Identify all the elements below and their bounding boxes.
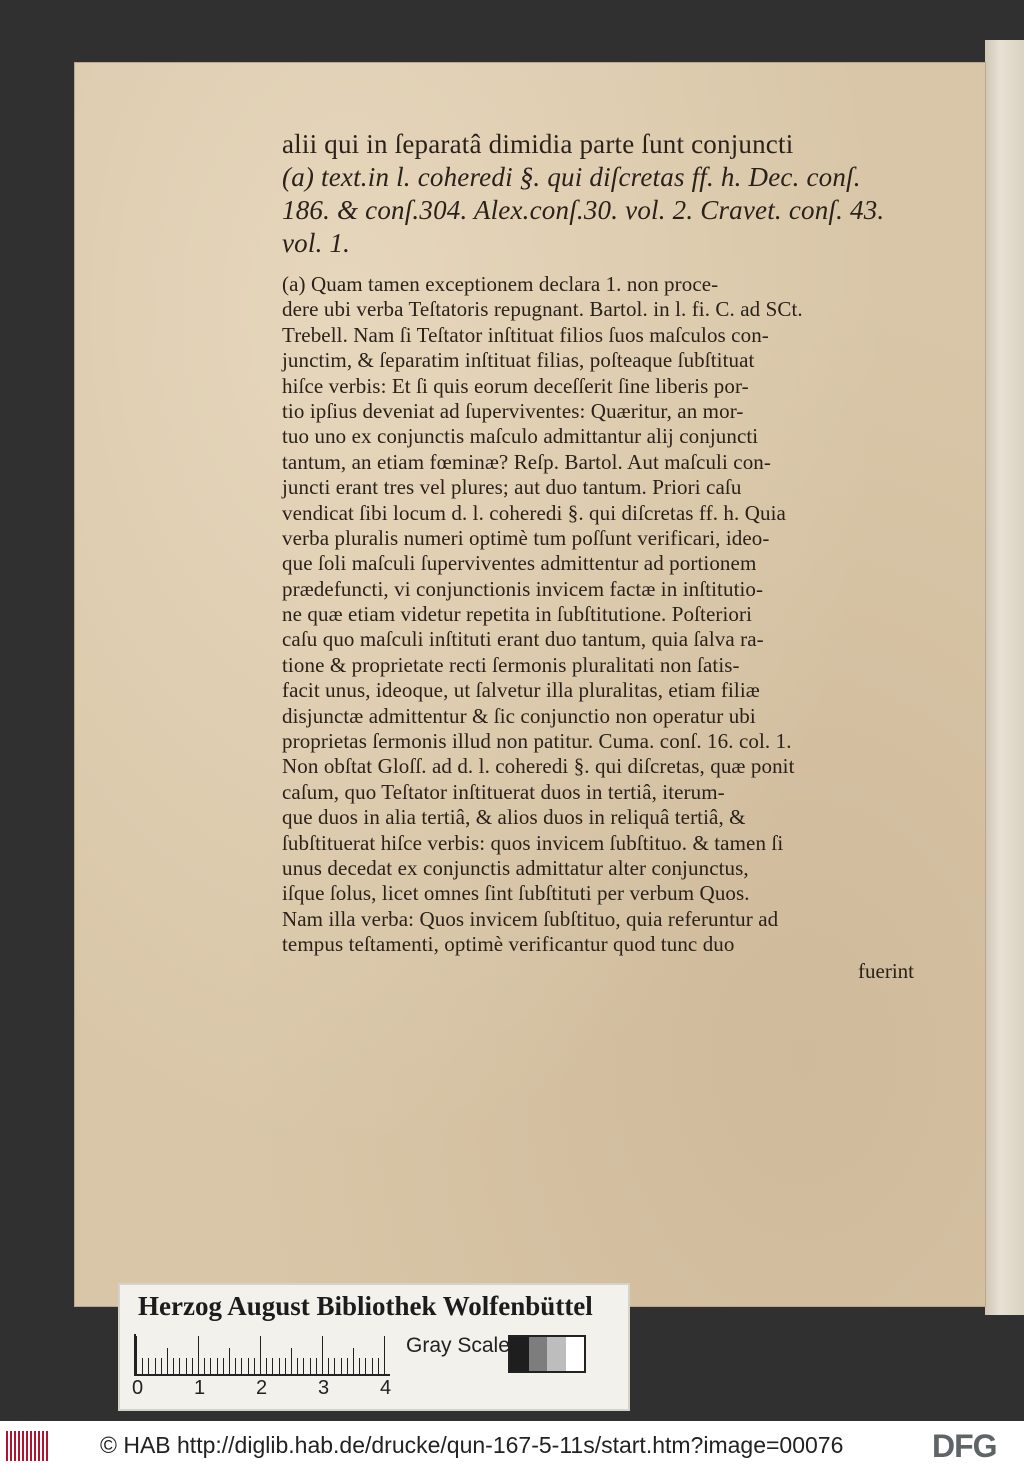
note-line: caſum, quo Teſtator inſtituerat duos in tertiâ, iterum- (282, 779, 725, 804)
ruler-tick (136, 1336, 137, 1374)
library-color-card (118, 1283, 630, 1411)
ruler-tick (322, 1336, 323, 1374)
note-line: Trebell. Nam ſi Teſtator inſtituat filios ſuos maſculos con- (282, 322, 769, 347)
note-line: unus decedat ex conjunctis admittatur alter conjunctus, (282, 855, 749, 880)
note-line: tuo uno ex conjunctis maſculo admittantur alij conjuncti (282, 424, 759, 449)
ruler-tick (179, 1358, 180, 1374)
note-line: facit unus, ideoque, ut ſalvetur illa pluralitas, etiam filiæ (282, 678, 760, 703)
ruler-tick (384, 1336, 385, 1374)
note-line: junctim, & ſeparatim inſtituat filias, poſteaque ſubſtituat (282, 348, 755, 373)
ruler-number: 1 (194, 1377, 206, 1399)
page-text (282, 128, 942, 984)
ruler-tick (310, 1358, 311, 1374)
note-line: que duos in alia tertiâ, & alios duos in reliquâ tertiâ, & (282, 805, 746, 830)
ruler-number: 4 (380, 1377, 392, 1399)
ruler-number: 2 (256, 1377, 268, 1399)
ruler-tick (365, 1358, 366, 1374)
ruler-number: 3 (318, 1377, 330, 1399)
note-line: juncti erant tres vel plures; aut duo tantum. Priori caſu (282, 475, 742, 500)
copyright-url: © HAB http://diglib.hab.de/drucke/qun-167-5-11s/start.htm?image=00076 (100, 1432, 844, 1458)
ruler-tick (285, 1358, 286, 1374)
catchword: fuerint (858, 958, 914, 983)
note-line: hiſce verbis: Et ſi quis eorum deceſſerit ſine liberis por- (282, 373, 749, 398)
ruler-tick (167, 1348, 168, 1374)
ruler-tick (316, 1358, 317, 1374)
adjacent-page-edge (985, 40, 1024, 1315)
note-line: caſu quo maſculi inſtituti erant duo tantum, quia ſalva ra- (282, 627, 764, 652)
ruler-tick (173, 1358, 174, 1374)
ruler-number: 0 (132, 1377, 144, 1399)
ruler-tick (217, 1358, 218, 1374)
ruler-tick (229, 1348, 230, 1374)
note-line: disjunctæ admittentur & ſic conjunctio non operatur ubi (282, 703, 756, 728)
ruler-tick (341, 1358, 342, 1374)
ruler-tick (254, 1358, 255, 1374)
ruler-tick (155, 1358, 156, 1374)
ruler-tick (334, 1358, 335, 1374)
note-line: dere ubi verba Teſtatoris repugnant. Bartol. in l. fi. C. ad SCt. (282, 297, 803, 322)
ruler-tick (297, 1358, 298, 1374)
note-line: tantum, an etiam fœminæ? Reſp. Bartol. Aut maſculi con- (282, 449, 771, 474)
library-name: Herzog August Bibliothek Wolfenbüttel (138, 1291, 593, 1321)
gray-swatch (510, 1337, 529, 1371)
heading-line-2: (a) text.in l. coheredi §. qui diſcretas ff. h. Dec. conſ. (282, 162, 861, 192)
ruler-tick (328, 1358, 329, 1374)
ruler-tick (260, 1336, 261, 1374)
ruler-tick (142, 1358, 143, 1374)
ruler-tick (192, 1358, 193, 1374)
ruler-tick (353, 1348, 354, 1374)
note-line: tio ipſius deveniat ad ſuperviventes: Quæritur, an mor- (282, 398, 744, 423)
ruler-tick (347, 1358, 348, 1374)
ruler-tick (378, 1358, 379, 1374)
ruler-tick (372, 1358, 373, 1374)
note-line: proprietas ſermonis illud non patitur. Cuma. conſ. 16. col. 1. (282, 729, 792, 754)
gray-scale-swatch (508, 1335, 586, 1373)
gray-swatch (547, 1337, 566, 1371)
note-line: tione & proprietate recti ſermonis pluralitati non ſatis- (282, 652, 740, 677)
note-line: vendicat ſibi locum d. l. coheredi §. qui diſcretas ff. h. Quia (282, 500, 786, 525)
gray-swatch (566, 1337, 585, 1371)
ruler-tick (272, 1358, 273, 1374)
note-line: iſque ſolus, licet omnes ſint ſubſtituti per verbum Quos. (282, 881, 750, 906)
barcode-icon (6, 1431, 50, 1461)
scale-ruler (134, 1334, 390, 1376)
note-line: ne quæ etiam videtur repetita in ſubſtitutione. Poſteriori (282, 602, 753, 627)
ruler-tick (204, 1358, 205, 1374)
gray-swatch (529, 1337, 548, 1371)
ruler-tick (223, 1358, 224, 1374)
note-line: verba pluralis numeri optimè tum poſſunt verificari, ideo- (282, 525, 770, 550)
ruler-tick (241, 1358, 242, 1374)
ruler-tick (279, 1358, 280, 1374)
heading-line-3: 186. & conſ.304. Alex.conſ.30. vol. 2. Cravet. conſ. 43. (282, 195, 885, 225)
note-line: Non obſtat Gloſſ. ad d. l. coheredi §. qui diſcretas, quæ ponit (282, 754, 795, 779)
ruler-tick (235, 1358, 236, 1374)
ruler-tick (291, 1348, 292, 1374)
ruler-tick (303, 1358, 304, 1374)
ruler-tick (198, 1336, 199, 1374)
ruler-tick (186, 1358, 187, 1374)
note-line: ſubſtituerat hiſce verbis: quos invicem ſubſtituo. & tamen ſi (282, 830, 784, 855)
ruler-tick (161, 1358, 162, 1374)
dfg-logo: DFG (932, 1428, 997, 1464)
heading-line-1: alii qui in ſeparatâ dimidia parte ſunt conjuncti (282, 129, 794, 159)
note-line: prædefuncti, vi conjunctionis invicem factæ in inſtitutio- (282, 576, 764, 601)
heading-line-4: vol. 1. (282, 228, 351, 258)
note-line: Nam illa verba: Quos invicem ſubſtituo, quia referuntur ad (282, 906, 779, 931)
ruler-tick (210, 1358, 211, 1374)
note-line: tempus teſtamenti, optimè verificantur quod tunc duo (282, 932, 735, 957)
gray-scale-label: Gray Scale (406, 1334, 510, 1357)
ruler-tick (248, 1358, 249, 1374)
ruler-tick (359, 1358, 360, 1374)
note-line: que ſoli maſculi ſuperviventes admittentur ad portionem (282, 551, 757, 576)
ruler-tick (266, 1358, 267, 1374)
ruler-tick (148, 1358, 149, 1374)
note-line: (a) Quam tamen exceptionem declara 1. non proce- (282, 272, 719, 296)
